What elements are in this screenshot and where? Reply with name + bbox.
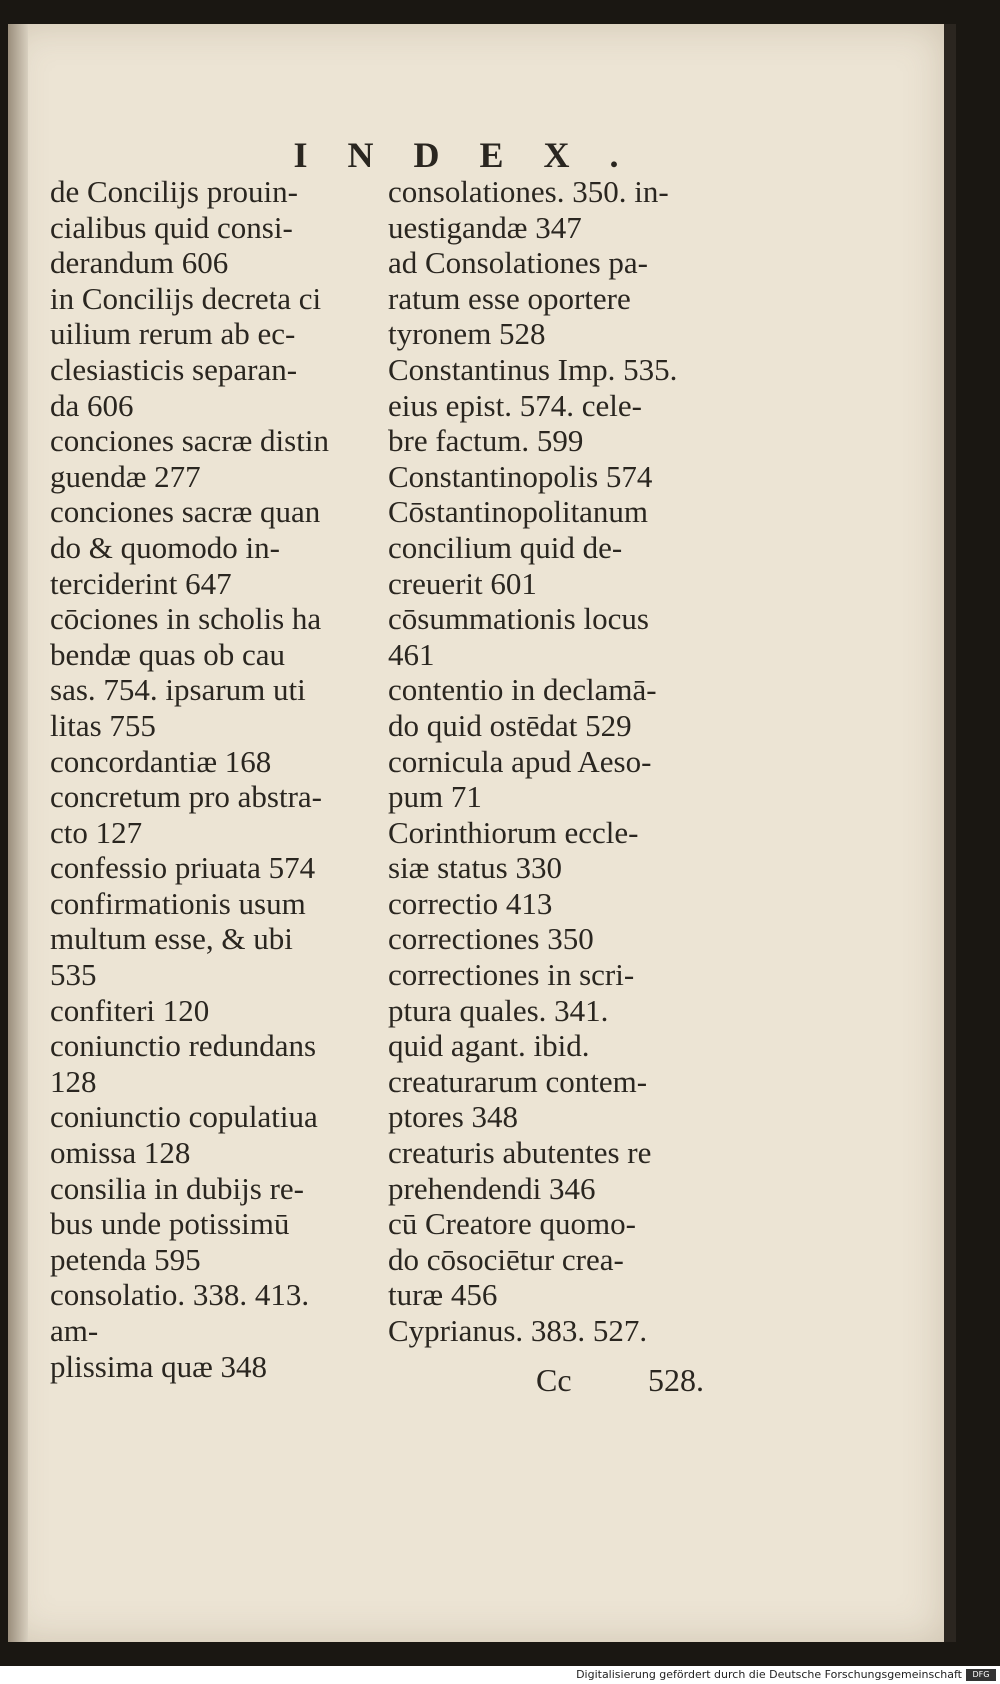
index-line: eius epist. 574. cele- bbox=[388, 387, 642, 423]
index-line: petenda 595 bbox=[50, 1241, 201, 1277]
index-line: correctiones in scri- bbox=[388, 957, 635, 993]
index-line: ratum esse oportere bbox=[388, 280, 631, 316]
index-line: creaturarum contem- bbox=[388, 1063, 648, 1099]
index-line: cialibus quid consi- bbox=[50, 209, 293, 245]
index-line: cū Creatore quomo- bbox=[388, 1206, 636, 1242]
index-line: Constantinopolis 574 bbox=[388, 458, 653, 494]
index-line: bus unde potissimū bbox=[50, 1206, 290, 1242]
index-line: consolationes. 350. in- bbox=[388, 174, 669, 209]
index-line: da 606 bbox=[50, 387, 134, 423]
index-line: cornicula apud Aeso- bbox=[388, 743, 652, 779]
index-column-right bbox=[388, 174, 708, 1349]
index-line: ptores 348 bbox=[388, 1099, 519, 1135]
index-line: conciones sacræ distin bbox=[50, 423, 329, 459]
index-line: turæ 456 bbox=[388, 1277, 498, 1313]
index-line: Cōstantinopolitanum bbox=[388, 494, 649, 530]
index-line: 128 bbox=[50, 1063, 97, 1099]
index-line: cōciones in scholis ha bbox=[50, 601, 322, 637]
index-line: confirmationis usum bbox=[50, 885, 306, 921]
footer-credit: Digitalisierung gefördert durch die Deutsche Forschungsgemeinschaft bbox=[576, 1668, 962, 1681]
index-line: bre factum. 599 bbox=[388, 423, 584, 459]
index-line: Constantinus Imp. 535. bbox=[388, 351, 678, 387]
index-line: cto 127 bbox=[50, 814, 143, 850]
index-line: 461 bbox=[388, 636, 435, 672]
index-line: litas 755 bbox=[50, 707, 156, 743]
index-line: confessio priuata 574 bbox=[50, 850, 316, 886]
index-line: Cyprianus. 383. 527. bbox=[388, 1313, 648, 1348]
index-line: consilia in dubijs re- bbox=[50, 1170, 304, 1206]
index-line: ad Consolationes pa- bbox=[388, 245, 649, 281]
index-line: terciderint 647 bbox=[50, 565, 232, 601]
index-line: do quid ostēdat 529 bbox=[388, 707, 632, 743]
index-line: uestigandæ 347 bbox=[388, 209, 582, 245]
page-spine-shadow bbox=[8, 24, 28, 1642]
index-line: concilium quid de- bbox=[388, 529, 623, 565]
index-line: Corinthiorum eccle- bbox=[388, 814, 639, 850]
signature-mark: Cc bbox=[536, 1362, 572, 1398]
index-line: do cōsociētur crea- bbox=[388, 1241, 624, 1277]
index-line: clesiasticis separan- bbox=[50, 351, 298, 387]
dfg-logo: DFG bbox=[966, 1669, 996, 1681]
index-line: do & quomodo in- bbox=[50, 529, 280, 565]
index-line: 535 bbox=[50, 957, 97, 993]
index-line: omissa 128 bbox=[50, 1135, 191, 1171]
index-line: quid agant. ibid. bbox=[388, 1028, 590, 1064]
index-line: cōsummationis locus bbox=[388, 601, 649, 637]
index-line: ptura quales. 341. bbox=[388, 992, 609, 1028]
index-line: bendæ quas ob cau bbox=[50, 636, 286, 672]
index-line: in Concilijs decreta ci bbox=[50, 280, 322, 316]
index-line: coniunctio copulatiua bbox=[50, 1099, 318, 1135]
page-edge bbox=[944, 24, 956, 1642]
index-line: siæ status 330 bbox=[388, 850, 562, 886]
book-page bbox=[8, 24, 944, 1642]
index-line: conciones sacræ quan bbox=[50, 494, 321, 530]
catchword: 528. bbox=[648, 1362, 704, 1398]
index-line: coniunctio redundans bbox=[50, 1028, 317, 1064]
index-line: multum esse, & ubi bbox=[50, 921, 293, 957]
index-column-left bbox=[50, 174, 360, 1384]
index-line: consolatio. 338. 413. am- bbox=[50, 1277, 317, 1348]
index-line: correctiones 350 bbox=[388, 921, 594, 957]
index-line: concordantiæ 168 bbox=[50, 743, 272, 779]
index-line: pum 71 bbox=[388, 779, 482, 815]
index-line: de Concilijs prouin- bbox=[50, 174, 298, 209]
digitization-footer bbox=[0, 1666, 1000, 1684]
index-line: sas. 754. ipsarum uti bbox=[50, 672, 306, 708]
index-line: correctio 413 bbox=[388, 885, 553, 921]
index-line: uilium rerum ab ec- bbox=[50, 316, 296, 352]
index-line: creuerit 601 bbox=[388, 565, 537, 601]
index-line: concretum pro abstra- bbox=[50, 779, 322, 815]
index-line: prehendendi 346 bbox=[388, 1170, 596, 1206]
index-line: creaturis abutentes re bbox=[388, 1135, 652, 1171]
index-line: plissima quæ 348 bbox=[50, 1348, 268, 1384]
index-line: derandum 606 bbox=[50, 245, 229, 281]
page-header: INDEX. bbox=[293, 135, 659, 175]
index-line: contentio in declamā- bbox=[388, 672, 657, 708]
index-line: guendæ 277 bbox=[50, 458, 201, 494]
index-line: confiteri 120 bbox=[50, 992, 210, 1028]
index-line: tyronem 528 bbox=[388, 316, 546, 352]
